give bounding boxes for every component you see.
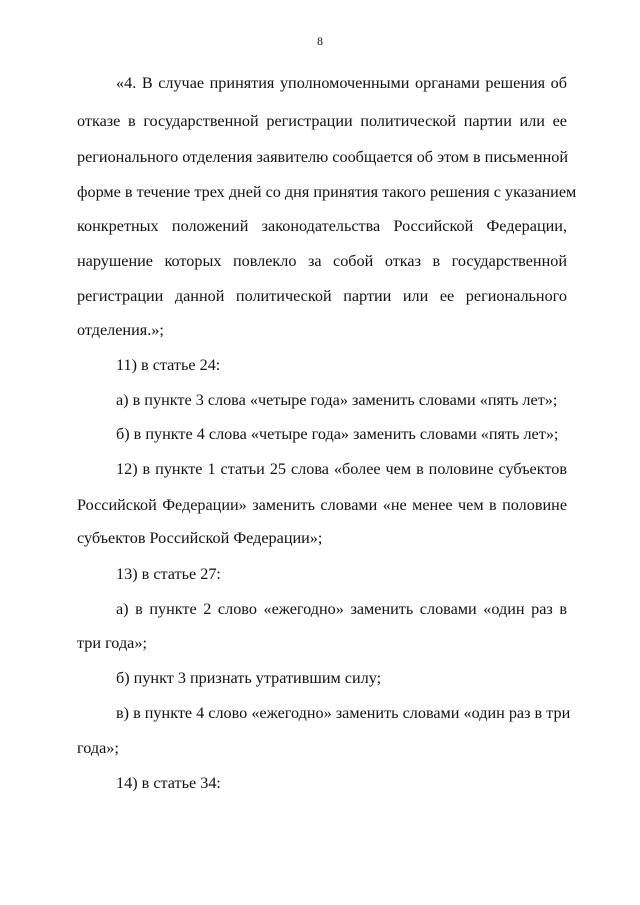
paragraph-line: форме в течение трех дней со дня принятия такого решения с указанием — [77, 183, 577, 201]
list-subitem-continuation: три года»; — [77, 634, 147, 652]
list-subitem-continuation: года»; — [77, 739, 119, 757]
paragraph-line: регистрации данной политической партии или ее регионального — [77, 287, 567, 305]
list-subitem: в) в пункте 4 слово «ежегодно» заменить словами «один раз в три — [116, 704, 571, 722]
paragraph-line: отказе в государственной регистрации политической партии или ее — [77, 112, 567, 130]
paragraph-line: 12) в пункте 1 статьи 25 слова «более чем в половине субъектов — [116, 460, 567, 478]
paragraph-line: «4. В случае принятия уполномоченными органами решения об — [116, 74, 567, 92]
list-subitem: а) в пункте 2 слово «ежегодно» заменить словами «один раз в — [116, 600, 567, 618]
paragraph-line: Российской Федерации» заменить словами «не менее чем в половине — [77, 496, 567, 514]
paragraph-line: конкретных положений законодательства Российской Федерации, — [77, 217, 567, 235]
paragraph-line: субъектов Российской Федерации»; — [77, 529, 323, 547]
paragraph-line: отделения.»; — [77, 321, 164, 339]
list-item-heading: 11) в статье 24: — [116, 356, 221, 374]
paragraph-line: нарушение которых повлекло за собой отказ в государственной — [77, 252, 567, 270]
list-subitem: б) пункт 3 признать утратившим силу; — [116, 669, 382, 687]
paragraph-line: регионального отделения заявителю сообщается об этом в письменной — [77, 148, 569, 166]
list-item-heading: 13) в статье 27: — [116, 565, 221, 583]
list-item-heading: 14) в статье 34: — [116, 774, 221, 792]
list-subitem: а) в пункте 3 слова «четыре года» заменить словами «пять лет»; — [116, 391, 558, 409]
list-subitem: б) в пункте 4 слова «четыре года» заменить словами «пять лет»; — [116, 425, 559, 443]
page-number: 8 — [317, 34, 323, 48]
